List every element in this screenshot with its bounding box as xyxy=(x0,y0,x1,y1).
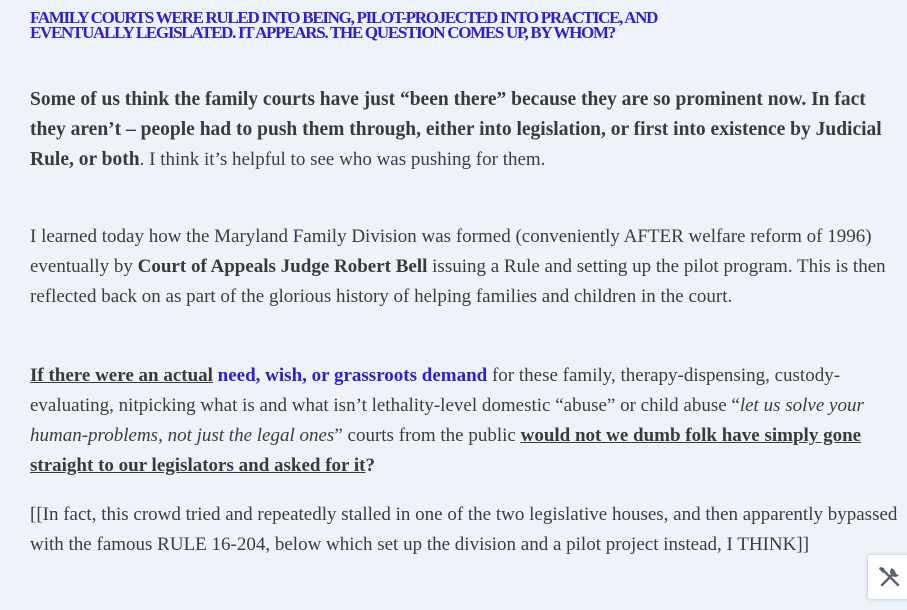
question-text-1: for these family, therapy-dispensing, custody-evaluating, nitpicking what is and what isn’t lethality-level domestic “abuse” or child abuse “ xyxy=(30,365,841,416)
tools-icon xyxy=(877,564,903,590)
maryland-text-2: issuing a Rule and setting up the pilot program. This is then reflected back on as part of the glorious history of helping families and children in the court. xyxy=(30,256,886,307)
paragraph-maryland xyxy=(30,222,905,312)
paragraph-bracket-note xyxy=(30,500,905,560)
tools-button[interactable] xyxy=(867,554,907,600)
maryland-text-1: I learned today how the Maryland Family Division was formed (conveniently AFTER welfare reform of 1996) eventually by xyxy=(30,226,872,277)
question-mark: ? xyxy=(365,455,375,476)
post-title-line-1: FAMILY COURTS WERE RULED INTO BEING, PILOT-PROJECTED INTO PRACTICE, AND xyxy=(30,8,658,27)
post-title-line-2: EVENTUALLY LEGISLATED. IT APPEARS. THE QUESTION COMES UP, BY WHOM? xyxy=(30,23,615,42)
paragraph-question xyxy=(30,361,905,481)
intro-bold-text: Some of us think the family courts have just “been there” because they are so prominent now. In fact they aren’t – people had to push them through, either into legislation, or first into existence by Judicial Rule, or both xyxy=(30,89,882,170)
paragraph-intro xyxy=(30,85,905,175)
post-content xyxy=(30,0,905,555)
post-title[interactable] xyxy=(30,10,905,40)
question-intro: If there were an actual xyxy=(30,365,213,386)
demand-phrase: need, wish, or grassroots demand xyxy=(217,365,488,386)
question-underlined: would not we dumb folk have simply gone straight to our legislators and asked for it xyxy=(30,425,862,476)
bracket-note-text: [[In fact, this crowd tried and repeatedly stalled in one of the two legislative houses, and then apparently bypassed with the famous RULE 16-204, below which set up the division and a pilot project instead, I THINK]] xyxy=(30,504,898,555)
judge-name: Court of Appeals Judge Robert Bell xyxy=(137,256,428,277)
question-text-2: ” courts from the public xyxy=(334,425,521,446)
question-italic: let us solve your human-problems, not just the legal ones xyxy=(30,395,864,446)
intro-rest-text: . I think it’s helpful to see who was pushing for them. xyxy=(139,149,546,170)
